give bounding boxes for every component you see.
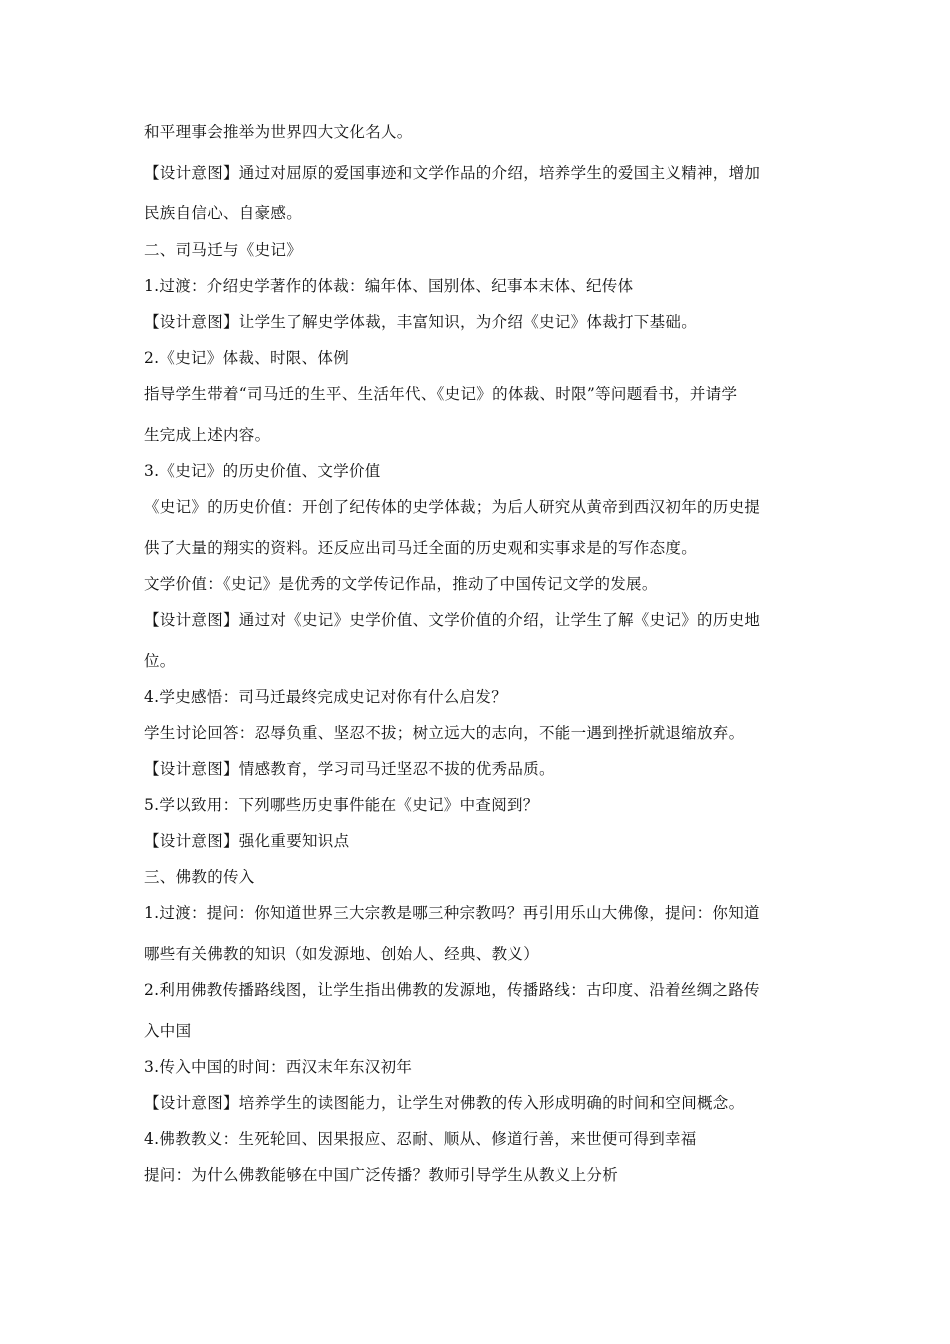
text-line: 【设计意图】强化重要知识点 (144, 832, 350, 850)
text-line: 【设计意图】通过对《史记》史学价值、文学价值的介绍，让学生了解《史记》的历史地 (144, 611, 761, 629)
text-line: 1.过渡：提问：你知道世界三大宗教是哪三种宗教吗？再引用乐山大佛像，提问：你知道 (144, 904, 760, 922)
text-line: 指导学生带着“司马迁的生平、生活年代、《史记》的体裁、时限”等问题看书，并请学 (144, 385, 738, 403)
text-line: 哪些有关佛教的知识（如发源地、创始人、经典、教义） (144, 945, 540, 963)
text-line: 2.利用佛教传播路线图，让学生指出佛教的发源地，传播路线：古印度、沿着丝绸之路传 (144, 981, 760, 999)
text-line: 4.佛教教义：生死轮回、因果报应、忍耐、顺从、修道行善，来世便可得到幸福 (144, 1130, 697, 1148)
text-line: 【设计意图】情感教育，学习司马迁坚忍不拔的优秀品质。 (144, 760, 555, 778)
text-line: 入中国 (144, 1022, 192, 1040)
text-line: 《史记》的历史价值：开创了纪传体的史学体裁；为后人研究从黄帝到西汉初年的历史提 (144, 498, 761, 516)
section-heading: 二、司马迁与《史记》 (144, 241, 303, 259)
text-line: 供了大量的翔实的资料。还反应出司马迁全面的历史观和实事求是的写作态度。 (144, 539, 698, 557)
text-line: 民族自信心、自豪感。 (144, 204, 303, 222)
text-line: 生完成上述内容。 (144, 426, 271, 444)
text-line: 【设计意图】让学生了解史学体裁，丰富知识，为介绍《史记》体裁打下基础。 (144, 313, 698, 331)
text-line: 文学价值：《史记》是优秀的文学传记作品，推动了中国传记文学的发展。 (144, 575, 658, 593)
text-line: 1.过渡：介绍史学著作的体裁：编年体、国别体、纪事本末体、纪传体 (144, 277, 634, 295)
section-heading: 三、佛教的传入 (144, 868, 255, 886)
text-line: 学生讨论回答：忍辱负重、坚忍不拔；树立远大的志向，不能一遇到挫折就退缩放弃。 (144, 724, 745, 742)
text-line: 3.传入中国的时间：西汉末年东汉初年 (144, 1058, 413, 1076)
text-line: 3.《史记》的历史价值、文学价值 (144, 462, 381, 480)
text-line: 【设计意图】通过对屈原的爱国事迹和文学作品的介绍，培养学生的爱国主义精神，增加 (144, 164, 761, 182)
text-line: 2.《史记》体裁、时限、体例 (144, 349, 349, 367)
text-line: 位。 (144, 652, 176, 670)
text-line: 提问：为什么佛教能够在中国广泛传播？教师引导学生从教义上分析 (144, 1166, 619, 1184)
text-line: 4.学史感悟：司马迁最终完成史记对你有什么启发？ (144, 688, 507, 706)
text-line: 【设计意图】培养学生的读图能力，让学生对佛教的传入形成明确的时间和空间概念。 (144, 1094, 745, 1112)
text-line: 5.学以致用：下列哪些历史事件能在《史记》中查阅到？ (144, 796, 539, 814)
text-line: 和平理事会推举为世界四大文化名人。 (144, 123, 413, 141)
